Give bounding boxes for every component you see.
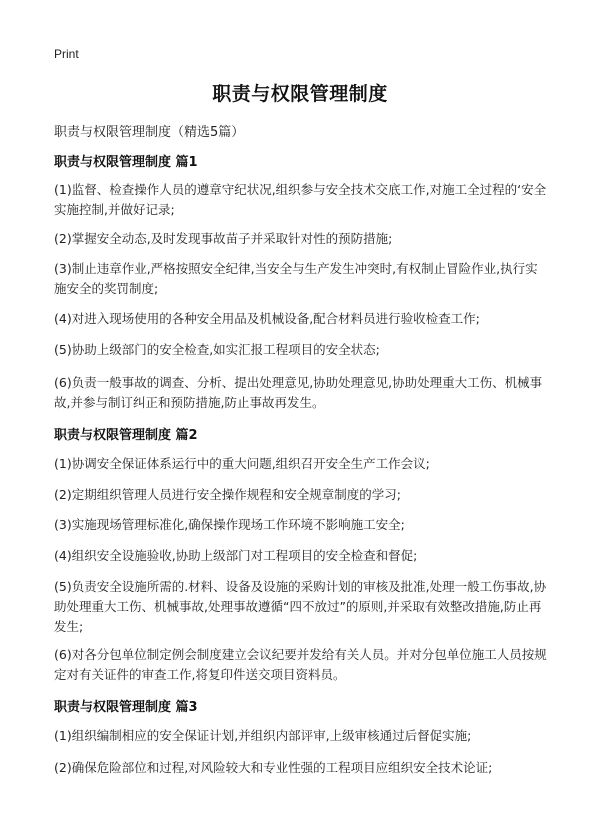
paragraph: (1)协调安全保证体系运行中的重大问题,组织召开安全生产工作会议; <box>54 456 430 471</box>
paragraph: (6)负责一般事故的调查、分析、提出处理意见,协助处理意见,协助处理重大工伤、机械事故,并参与制订纠正和预防措施,防止事故再发生。 <box>54 375 543 410</box>
section-heading-3: 职责与权限管理制度 篇3 <box>54 700 198 715</box>
paragraph: (1)监督、检查操作人员的遵章守纪状况,组织参与安全技术交底工作,对施工全过程的‘安全实施控制,并做好记录; <box>54 182 547 217</box>
paragraph: (4)对进入现场使用的各种安全用品及机械设备,配合材料员进行验收检查工作; <box>54 311 480 326</box>
paragraph: (6)对各分包单位制定例会制度建立会议纪要并发给有关人员。并对分包单位施工人员按规定对有关证件的审查工作,将复印件送交项目资料员。 <box>54 647 547 682</box>
paragraph: (3)实施现场管理标准化,确保操作现场工作环境不影响施工安全; <box>54 517 405 532</box>
paragraph: (5)负责安全设施所需的.材料、设备及设施的采购计划的审核及批准,处理一般工伤事故,协助处理重大工伤、机械事故,处理事故遵循“四不放过”的原则,并采取有效整改措施,防止再发生; <box>54 579 547 634</box>
paragraph: (1)组织编制相应的安全保证计划,并组织内部评审,上级审核通过后督促实施; <box>54 728 472 743</box>
paragraph: (4)组织安全设施验收,协助上级部门对工程项目的安全检查和督促; <box>54 548 418 563</box>
page-title: 职责与权限管理制度 <box>212 83 388 105</box>
paragraph: (3)制止违章作业,严格按照安全纪律,当安全与生产发生冲突时,有权制止冒险作业,执行实施安全的奖罚制度; <box>54 261 538 296</box>
paragraph: (2)确保危险部位和过程,对风险较大和专业性强的工程项目应组织安全技术论证; <box>54 760 493 775</box>
paragraph: (2)掌握安全动态,及时发现事故苗子并采取针对性的预防措施; <box>54 231 393 246</box>
document-subtitle: 职责与权限管理制度（精选5篇） <box>54 125 245 140</box>
paragraph: (5)协助上级部门的安全检查,如实汇报工程项目的安全状态; <box>54 342 380 357</box>
section-heading-1: 职责与权限管理制度 篇1 <box>54 155 198 170</box>
print-link[interactable]: Print <box>54 47 79 61</box>
paragraph: (2)定期组织管理人员进行安全操作规程和安全规章制度的学习; <box>54 487 401 502</box>
section-heading-2: 职责与权限管理制度 篇2 <box>54 428 198 443</box>
